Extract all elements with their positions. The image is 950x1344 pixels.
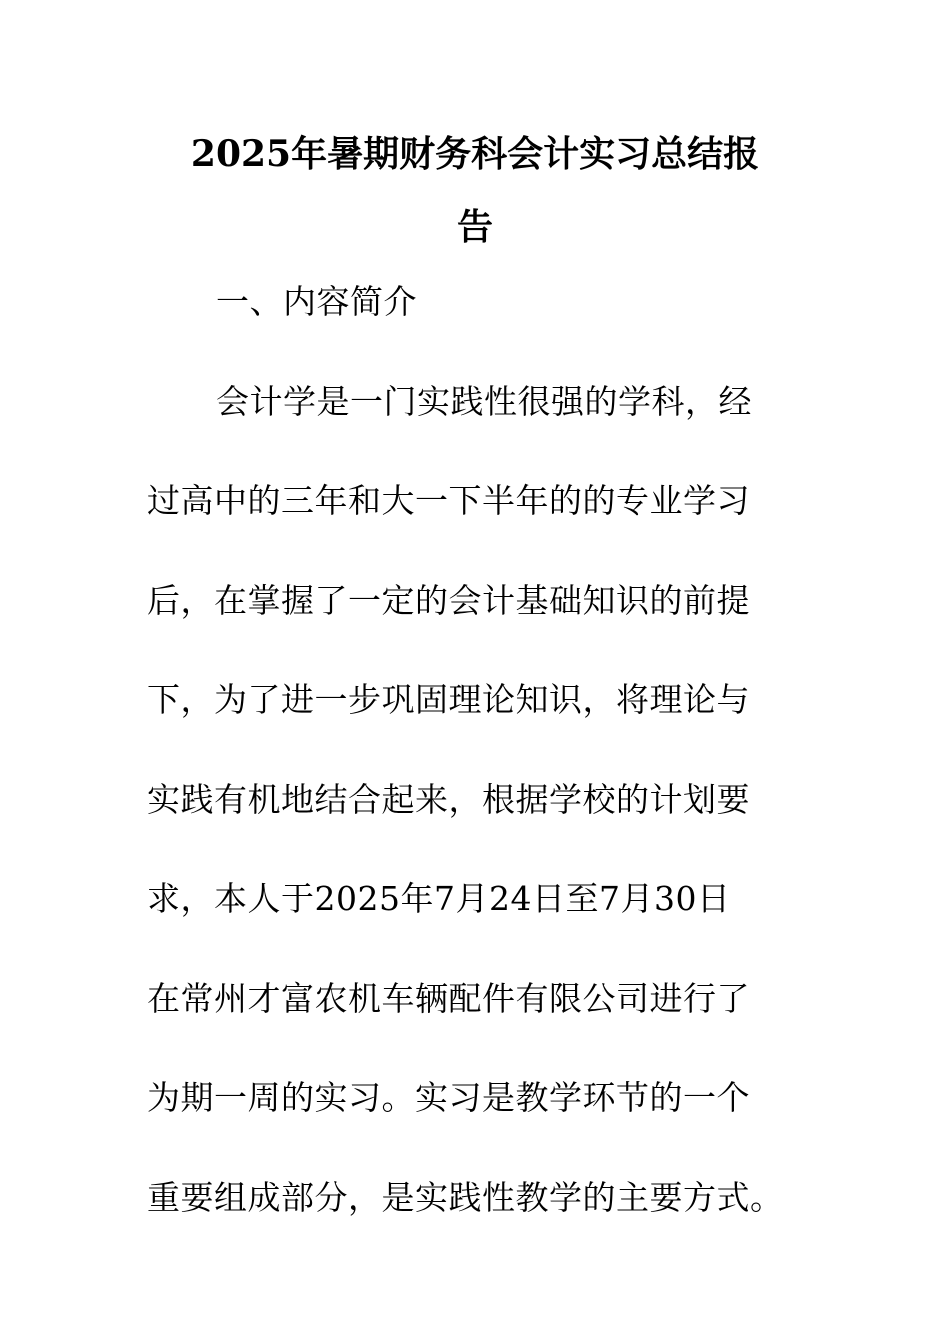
paragraph-line: 过高中的三年和大一下半年的的专业学习	[147, 481, 750, 520]
paragraph-line: 会计学是一门实践性很强的学科，经	[216, 382, 752, 421]
paragraph-line: 重要组成部分，是实践性教学的主要方式。	[147, 1178, 784, 1217]
paragraph-line: 后，在掌握了一定的会计基础知识的前提	[147, 581, 750, 620]
paragraph-line: 下，为了进一步巩固理论知识，将理论与	[147, 680, 750, 719]
paragraph-line: 求，本人于2025年7月24日至7月30日	[147, 879, 731, 918]
paragraph-line: 实践有机地结合起来，根据学校的计划要	[147, 780, 750, 819]
paragraph-line: 在常州才富农机车辆配件有限公司进行了	[147, 979, 750, 1018]
paragraph-line: 为期一周的实习。实习是教学环节的一个	[147, 1078, 750, 1117]
document-title-continued: 告	[456, 206, 493, 248]
document-title: 2025年暑期财务科会计实习总结报	[190, 133, 760, 175]
section-heading: 一、内容简介	[216, 282, 417, 321]
